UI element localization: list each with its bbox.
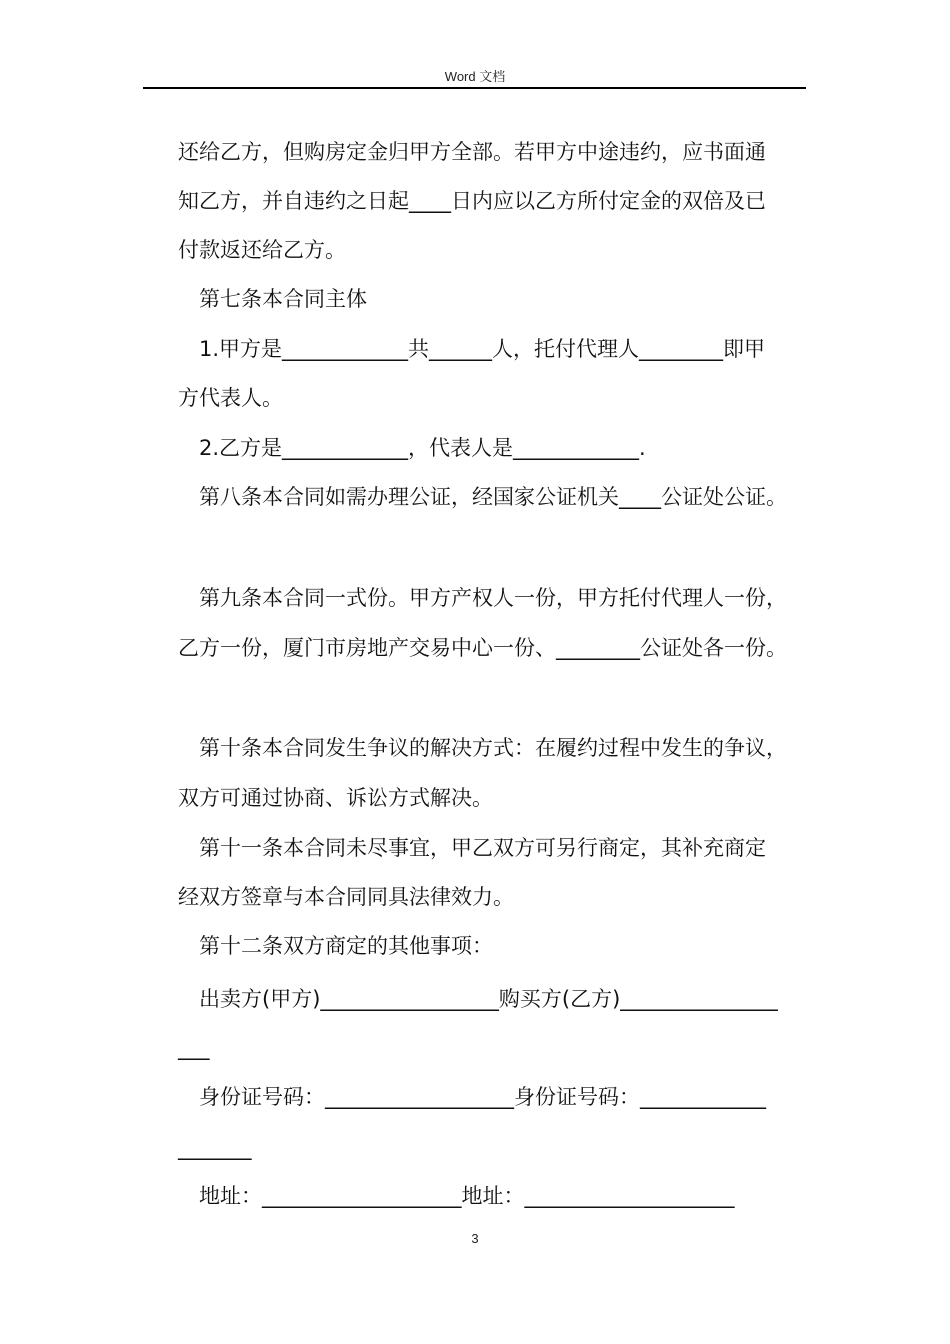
signature-line-parties: 出卖方(甲方)_________________购买方(乙方)_______________ [199, 987, 778, 1011]
paragraph-line: 第九条本合同一式份。甲方产权人一份，甲方托付代理人一份， [199, 586, 787, 610]
paragraph-line: 双方可通过协商、诉讼方式解决。 [178, 786, 493, 810]
page-number: 3 [471, 1231, 479, 1246]
paragraph-line: 2.乙方是____________，代表人是____________. [199, 436, 646, 460]
address-line: 地址：___________________地址：____________________ [199, 1184, 735, 1208]
paragraph-line: 付款返还给乙方。 [178, 238, 346, 262]
header-divider [143, 87, 806, 89]
paragraph-line: 第十二条双方商定的其他事项： [199, 934, 493, 958]
paragraph-line: 1.甲方是____________共______人，托付代理人________即甲 [199, 337, 766, 361]
id-number-line-continued: _______ [178, 1136, 252, 1160]
paragraph-line: 经双方签章与本合同同具法律效力。 [178, 885, 514, 909]
paragraph-line: 方代表人。 [178, 386, 283, 410]
page-header: Word 文档 [444, 69, 506, 84]
paragraph-line: 还给乙方，但购房定金归甲方全部。若甲方中途违约，应书面通 [178, 140, 766, 164]
id-number-line: 身份证号码：__________________身份证号码：____________ [199, 1085, 766, 1109]
paragraph-line: 第十一条本合同未尽事宜，甲乙双方可另行商定，其补充商定 [199, 836, 766, 860]
paragraph-line: 乙方一份，厦门市房地产交易中心一份、________公证处各一份。 [178, 636, 787, 660]
paragraph-line: 第八条本合同如需办理公证，经国家公证机关____公证处公证。 [199, 485, 787, 509]
paragraph-line: 第十条本合同发生争议的解决方式：在履约过程中发生的争议， [199, 736, 787, 760]
signature-line-continued: ___ [178, 1036, 210, 1060]
paragraph-line: 知乙方，并自违约之日起____日内应以乙方所付定金的双倍及已 [178, 189, 766, 213]
article-heading: 第七条本合同主体 [199, 287, 367, 311]
